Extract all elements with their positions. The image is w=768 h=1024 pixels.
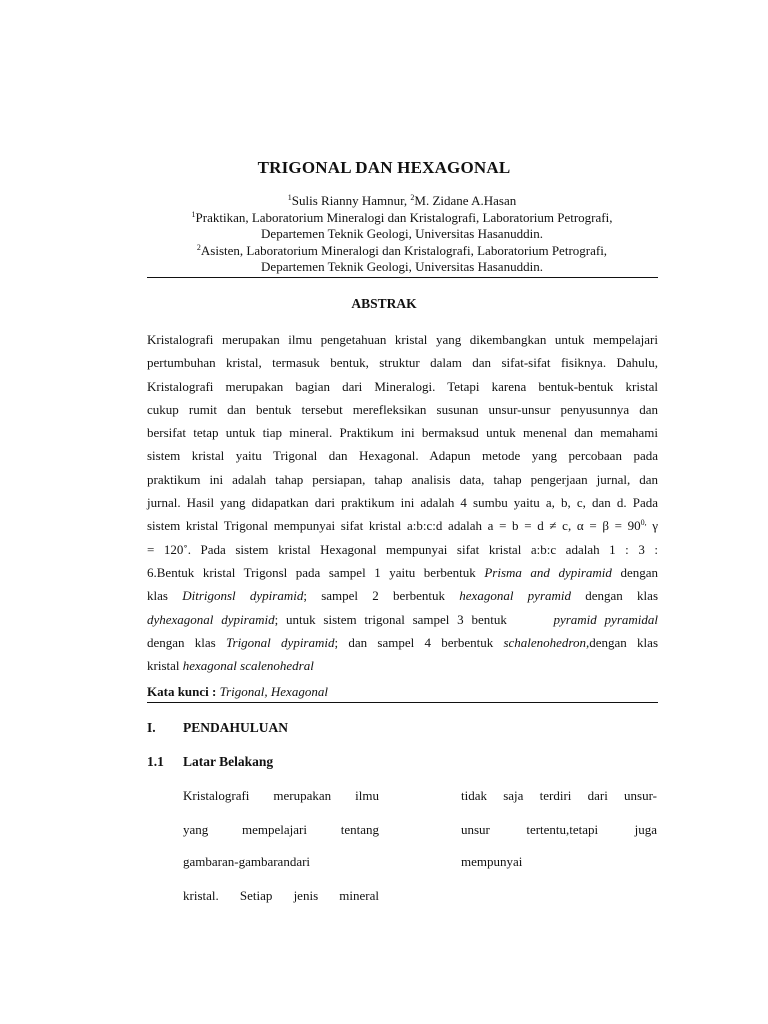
body-line: yang mempelajari tentang xyxy=(183,822,379,837)
abstract-line: pertumbuhan kristal, termasuk bentuk, struktur dalam dan sifat-sifat fisiknya. Dahulu, xyxy=(147,355,658,371)
section-heading: I. PENDAHULUAN xyxy=(147,720,289,735)
abstract-line: sistem kristal Trigonal mempunyai sifat kristal a:b:c:d adalah a = b = d ≠ c, $\alpha = \beta = 90^{0,}$ γ xyxy=(147,518,659,534)
abstract-line: kristal hexagonal scalenohedral xyxy=(147,658,314,674)
abstract-line: cukup rumit dan bentuk tersebut merefleksikan susunan unsur-unsur penyusunnya dan xyxy=(147,401,658,417)
subsection-heading: 1.1 Latar Belakang xyxy=(147,754,274,769)
abstract-line: praktikum ini adalah tahap persiapan, tahap analisis data, tahap pengerjaan jurnal, dan xyxy=(147,471,658,487)
author-block xyxy=(100,193,704,276)
abstract-body xyxy=(147,328,658,677)
author-names: $^1$Sulis Rianny Hamnur, $^2$M. Zidane A.Hasan xyxy=(287,193,517,208)
affiliation-1-dept: Departemen Teknik Geologi, Universitas Hasanuddin. xyxy=(261,226,543,241)
abstract-line: klas Ditrigonsl dypiramid; sampel 2 berbentuk hexagonal pyramid dengan klas xyxy=(147,588,658,604)
abstract-line: Kristalografi merupakan bagian dari Mineralogi. Tetapi karena bentuk-bentuk kristal xyxy=(147,378,658,394)
abstract-line: bersifat tetap untuk tiap mineral. Praktikum ini bermaksud untuk menenal dan memahami xyxy=(147,425,658,441)
abstract-line: dyhexagonal dypiramid; untuk sistem trigonal sampel 3 bentuk pyramid pyramidal xyxy=(147,611,658,627)
body-line: unsur tertentu,tetapi juga xyxy=(461,822,657,837)
abstract-line: = 120˚. Pada sistem kristal Hexagonal mempunyai sifat kristal a:b:c adalah 1 : 3 : xyxy=(147,541,658,557)
keywords: Kata kunci : Trigonal, Hexagonal xyxy=(147,684,328,699)
affiliation-2: $^2$Asisten, Laboratorium Mineralogi dan Kristalografi, Laboratorium Petrografi, xyxy=(196,242,608,258)
affiliation-1: $^1$Praktikan, Laboratorium Mineralogi dan Kristalografi, Laboratorium Petrografi, xyxy=(191,209,613,225)
header-divider xyxy=(147,277,658,278)
abstract-line: sistem kristal yaitu Trigonal dan Hexagonal. Adapun metode yang percobaan pada xyxy=(147,448,658,464)
body-line: gambaran-gambarandari xyxy=(183,854,311,869)
abstract-line: Kristalografi merupakan ilmu pengetahuan kristal yang dikembangkan untuk mempelajari xyxy=(147,332,658,347)
body-line: kristal. Setiap jenis mineral xyxy=(183,888,379,903)
body-line: Kristalografi merupakan ilmu xyxy=(183,788,379,803)
abstract-line: jurnal. Hasil yang didapatkan dari praktikum ini adalah 4 sumbu yaitu a, b, c, dan d. Pada xyxy=(147,495,658,511)
body-line: mempunyai xyxy=(461,854,523,869)
abstract-heading: ABSTRAK xyxy=(351,296,417,311)
body-line: tidak saja terdiri dari unsur- xyxy=(461,788,657,803)
paper-title: TRIGONAL DAN HEXAGONAL xyxy=(257,158,511,177)
abstract-line: dengan klas Trigonal dypiramid; dan sampel 4 berbentuk schalenohedron,dengan klas xyxy=(147,634,659,650)
abstract-line: 6.Bentuk kristal Trigonsl pada sampel 1 yaitu berbentuk Prisma and dypiramid dengan xyxy=(147,564,659,580)
keywords-divider xyxy=(147,702,658,703)
affiliation-2-dept: Departemen Teknik Geologi, Universitas Hasanuddin. xyxy=(261,259,543,274)
